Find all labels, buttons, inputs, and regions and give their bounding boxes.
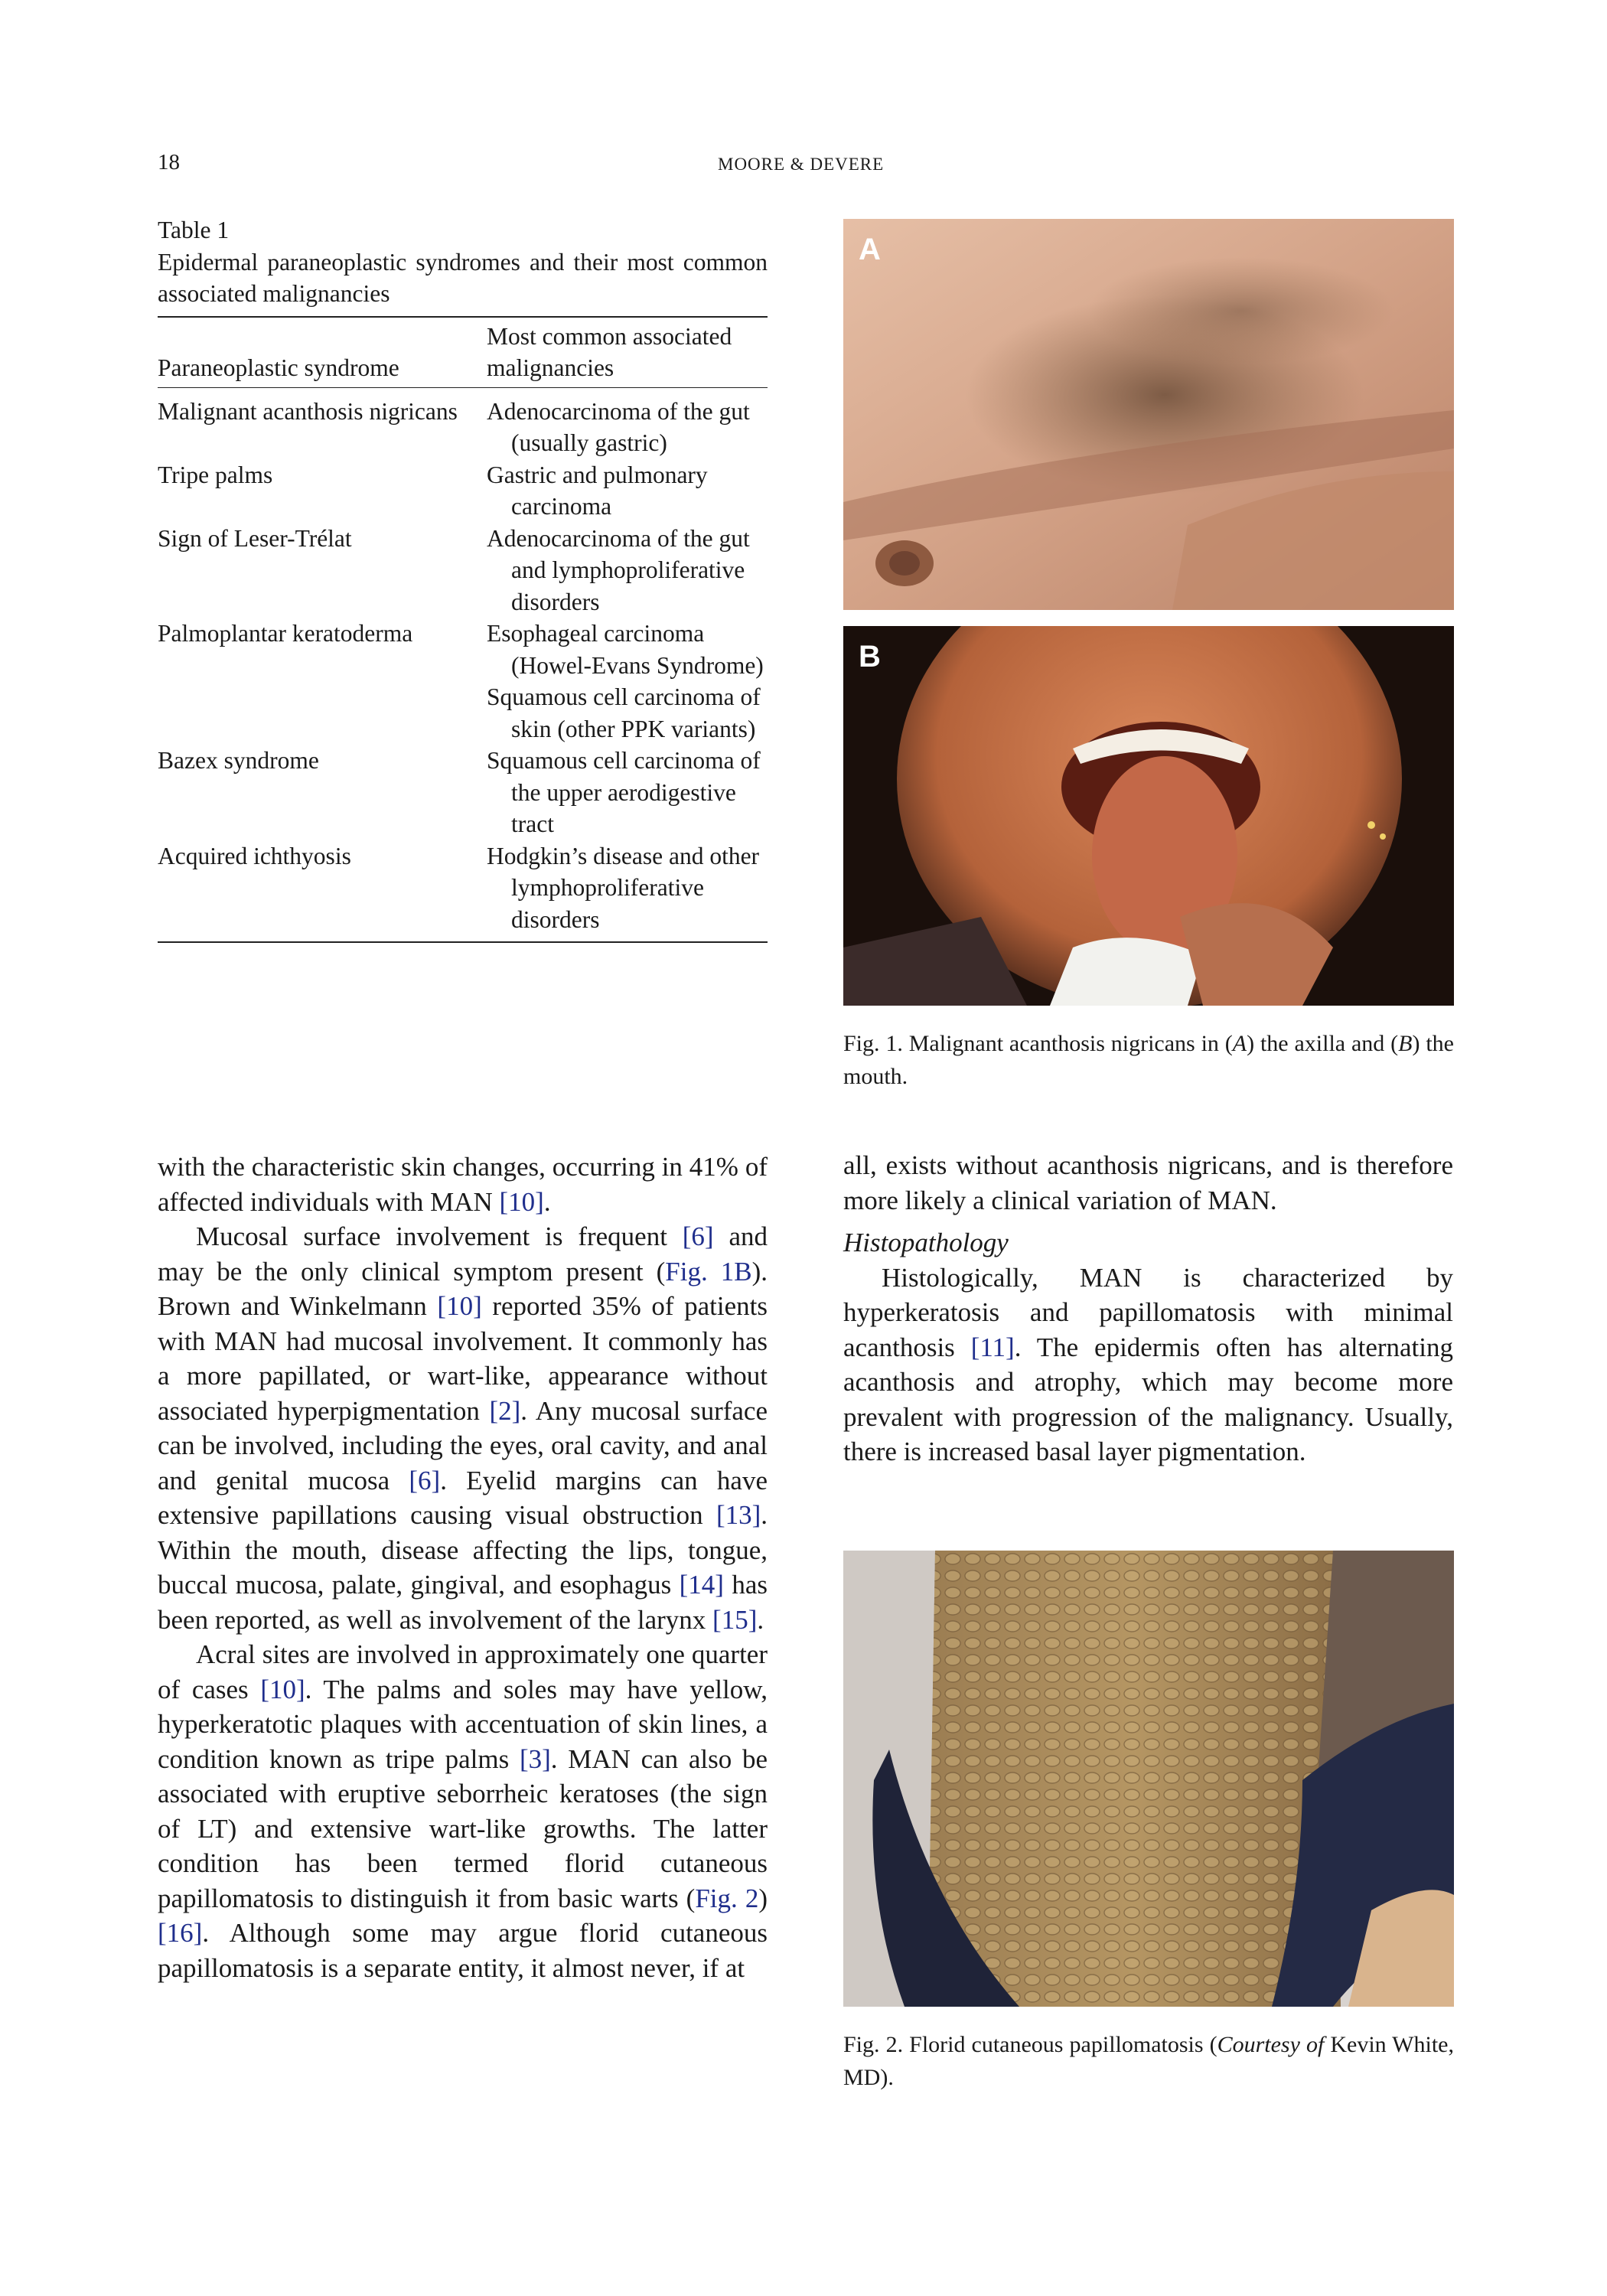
figure-2-papillomatosis-photo (843, 1551, 1454, 2007)
table-1 (158, 214, 768, 943)
table-label: Table 1 (158, 217, 230, 243)
figure-1-caption: Fig. 1. Malignant acanthosis nigricans in (A) the axilla and (B) the mouth. (843, 1031, 1454, 1089)
panel-b-label: B (859, 640, 881, 673)
citation-link[interactable]: [14] (679, 1570, 724, 1600)
paragraph: all, exists without acanthosis nigricans, and is therefore more likely a clinical variation of MAN. (843, 1150, 1453, 1215)
syndrome-cell: Acquired ichthyosis (158, 842, 351, 869)
citation-link[interactable]: [10] (437, 1291, 482, 1321)
malignancy-cell: Adenocarcinoma of the gut and lymphoproliferative disorders (487, 524, 750, 615)
paragraph: Mucosal surface involvement is frequent [6] and may be the only clinical symptom present (Fig. 1B). Brown and Winkelmann [10] reported 35% of patients with MAN had mucosal involvement. It commonly has a more papillated, or wart-like, appearance without associated hyperpigmentation [2]. Any mucosal surface can be involved, including the eyes, oral cavity, and anal and genital mucosa [6]. Eyelid margins can have extensive papillations causing visual obstruction [13]. Within the mouth, disease affecting the lips, tongue, buccal mucosa, palate, gingival, and esophagus [14] has been reported, as well as involvement of the larynx [15]. (158, 1221, 768, 1635)
malignancy-cell: Gastric and pulmonary carcinoma (487, 461, 708, 520)
table-row (158, 459, 768, 523)
right-text-column (843, 1148, 1453, 1469)
figure-link[interactable]: Fig. 2 (695, 1883, 759, 1913)
paragraph: Acral sites are involved in approximately one quarter of cases [10]. The palms and soles may have yellow, hyperkeratotic plaques with accentuation of skin lines, a condition known as tripe palms [3]. MAN can also be associated with eruptive seborrheic keratoses (the sign of LT) and extensive wart-like growths. The latter condition has been termed florid cutaneous papillomatosis to distinguish it from basic warts (Fig. 2) [16]. Although some may argue florid cutaneous papillomatosis is a separate entity, it almost never, if at (158, 1639, 768, 1983)
syndrome-cell: Bazex syndrome (158, 747, 319, 774)
table-row (158, 840, 768, 936)
section-heading: Histopathology (843, 1228, 1009, 1257)
syndrome-cell: Malignant acanthosis nigricans (158, 397, 458, 425)
syndrome-cell: Tripe palms (158, 461, 273, 488)
table-row (158, 745, 768, 840)
citation-link[interactable]: [16] (158, 1918, 203, 1948)
panel-a-label: A (859, 233, 881, 266)
citation-link[interactable]: [10] (499, 1186, 544, 1217)
column-header-syndrome: Paraneoplastic syndrome (158, 354, 399, 381)
table-title: Epidermal paraneoplastic syndromes and their most common associated malignancies (158, 248, 768, 307)
malignancy-cell: Squamous cell carcinoma of the upper aerodigestive tract (487, 747, 761, 837)
citation-link[interactable]: [11] (970, 1332, 1015, 1362)
malignancy-cell: Adenocarcinoma of the gut (usually gastric) (487, 397, 750, 456)
column-header-malignancies: Most common associated malignancies (487, 322, 732, 381)
papillomatosis-photo-image (843, 1551, 1454, 2007)
axilla-photo-image (843, 219, 1454, 610)
citation-link[interactable]: [6] (409, 1465, 441, 1495)
citation-link[interactable]: [10] (260, 1674, 305, 1704)
figure-1b-mouth-photo (843, 626, 1454, 1006)
left-text-column (158, 1150, 768, 1985)
malignancy-cell: Hodgkin’s disease and other lymphoproliferative disorders (487, 842, 760, 933)
figure-2-caption: Fig. 2. Florid cutaneous papillomatosis (Courtesy of Kevin White, MD). (843, 2032, 1454, 2090)
citation-link[interactable]: [3] (519, 1743, 551, 1774)
malignancy-cell: Squamous cell carcinoma of skin (other PPK variants) (487, 683, 761, 742)
running-head: MOORE & DEVERE (718, 155, 885, 174)
citation-link[interactable]: [13] (715, 1500, 761, 1530)
figure-link[interactable]: Fig. 1B (665, 1256, 752, 1287)
syndrome-cell: Sign of Leser-Trélat (158, 524, 352, 552)
table-row (158, 523, 768, 618)
syndrome-cell (158, 681, 487, 745)
table-header-row (158, 318, 768, 388)
paragraph: Histologically, MAN is characterized by hyperkeratosis and papillomatosis with minimal acanthosis [11]. The epidermis often has alternating acanthosis and atrophy, which may become more prevalent with progression of the malignancy. Usually, there is increased basal layer pigmentation. (843, 1262, 1453, 1466)
table-bottom-rule (158, 941, 768, 943)
table-row (158, 618, 768, 681)
page-number: 18 (158, 150, 180, 174)
figure-1a-axilla-photo (843, 219, 1454, 610)
syndrome-cell: Palmoplantar keratoderma (158, 620, 413, 647)
table-row (158, 396, 768, 459)
table-row (158, 681, 768, 745)
malignancy-cell: Esophageal carcinoma (Howel-Evans Syndrome) (487, 620, 764, 679)
syndrome-table (158, 318, 768, 936)
mouth-photo-image (843, 626, 1454, 1006)
citation-link[interactable]: [2] (489, 1395, 521, 1426)
citation-link[interactable]: [15] (712, 1604, 758, 1635)
paragraph: with the characteristic skin changes, occurring in 41% of affected individuals with MAN [10]. (158, 1152, 768, 1217)
citation-link[interactable]: [6] (682, 1221, 714, 1251)
